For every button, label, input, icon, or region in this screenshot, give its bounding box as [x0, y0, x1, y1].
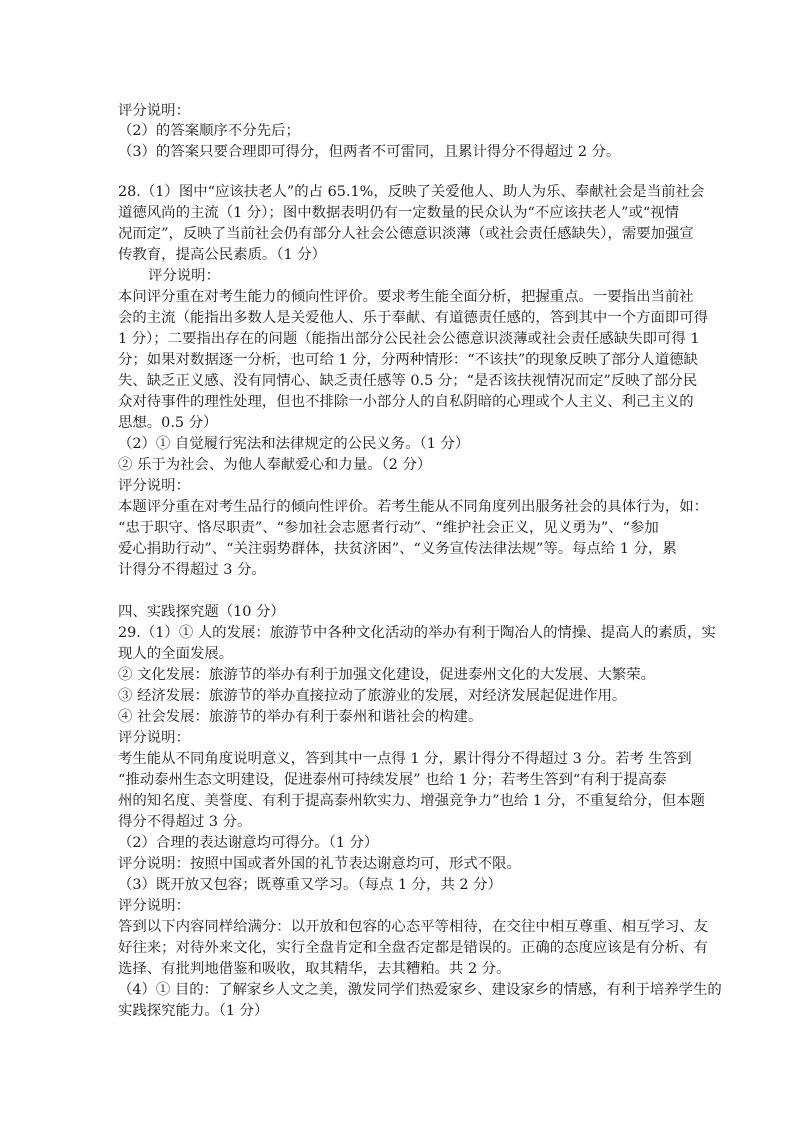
text-line: ② 乐于为社会、为他人奉献爱心和力量。（2 分）	[118, 457, 432, 473]
text-line: “忠于职守、恪尽职责”、“参加社会志愿者行动”、“维护社会正义，见义勇为”、“参加	[118, 520, 659, 536]
text-line: ④ 社会发展：旅游节的举办有利于泰州和谐社会的构建。	[118, 709, 483, 725]
text-line: 选择、有批判地借鉴和吸收，取其精华，去其糟粕。共 2 分。	[118, 961, 511, 977]
text-line: 州的知名度、美誉度、有利于提高泰州软实力、增强竞争力”也给 1 分，不重复给分，但本题	[118, 793, 705, 809]
text-line: 传教育，提高公民素质。（1 分）	[118, 247, 326, 263]
text-line: 28.（1）图中“应该扶老人”的占 65.1%，反映了关爱他人、助人为乐、奉献社会是当前社会	[118, 184, 705, 200]
text-line: ② 文化发展：旅游节的举办有利于加强文化建设，促进泰州文化的大发展、大繁荣。	[118, 667, 656, 683]
text-line: （2）的答案顺序不分先后；	[118, 123, 300, 139]
text-line: “推动泰州生态文明建设，促进泰州可持续发展” 也给 1 分；若考生答到“有利于提高泰	[118, 772, 667, 788]
text-line: （3）既开放又包容；既尊重又学习。（每点 1 分，共 2 分）	[118, 877, 502, 893]
text-line: 计得分不得超过 3 分。	[118, 562, 266, 578]
text-line: 实践探究能力。（1 分）	[118, 1003, 269, 1019]
text-line: 本题评分重在对考生品行的倾向性评价。若考生能从不同角度列出服务社会的具体行为，如：	[118, 499, 709, 515]
text-line: （2）合理的表达谢意均可得分。（1 分）	[118, 835, 379, 851]
text-line: 现人的全面发展。	[118, 646, 234, 662]
text-line: （2）① 自觉履行宪法和法律规定的公民义务。（1 分）	[118, 436, 470, 452]
text-line: 评分说明：	[118, 898, 190, 914]
text-line: （4）① 目的：了解家乡人文之美，激发同学们热爱家乡、建设家乡的情感，有利于培养学生的	[118, 982, 722, 998]
text-line: 1 分）；二要指出存在的问题（能指出部分公民社会公德意识淡薄或社会责任感缺失即可得 1	[118, 331, 700, 347]
text-line: 爱心捐助行动”、“关注弱势群体，扶贫济困”、“义务宣传法律法规”等。每点给 1 分，累	[118, 541, 677, 557]
text-line: 考生能从不同角度说明意义，答到其中一点得 1 分，累计得分不得超过 3 分。若考 生答到	[118, 751, 692, 767]
text-line: 答到以下内容同样给满分：以开放和包容的心态平等相待，在交往中相互尊重、相互学习、友	[118, 919, 709, 935]
text-line: 评分说明：按照中国或者外国的礼节表达谢意均可，形式不限。	[118, 856, 521, 872]
section-heading: 四、实践探究题（10 分）	[118, 604, 285, 620]
text-line: 失、缺乏正义感、没有同情心、缺乏责任感等 0.5 分；“是否该扶视情况而定”反映了部分民	[118, 373, 698, 389]
text-line: 好往来；对待外来文化，实行全盘肯定和全盘否定都是错误的。正确的态度应该是有分析、有	[118, 940, 709, 956]
text-line: 本问评分重在对考生能力的倾向性评价。要求考生能全面分析，把握重点。一要指出当前社	[118, 289, 694, 305]
text-line: 评分说明：	[118, 478, 190, 494]
text-line: 道德风尚的主流（1 分）；图中数据表明仍有一定数量的民众认为“不应该扶老人”或“视情	[118, 205, 680, 221]
text-line: 分；如果对数据逐一分析，也可给 1 分，分两种情形：“不该扶”的现象反映了部分人道德缺	[118, 352, 698, 368]
text-line: 况而定”，反映了当前社会仍有部分人社会公德意识淡薄（或社会责任感缺失），需要加强宣	[118, 226, 694, 242]
text-line: ③ 经济发展：旅游节的举办直接拉动了旅游业的发展，对经济发展起促进作用。	[118, 688, 627, 704]
text-line: 会的主流（能指出多数人是关爱他人、乐于奉献、有道德责任感的，答到其中一个方面即可得	[118, 310, 709, 326]
text-line: （3）的答案只要合理即可得分，但两者不可雷同，且累计得分不得超过 2 分。	[118, 144, 621, 160]
text-line: 众对待事件的理性处理，但也不排除一小部分人的自私阴暗的心理或个人主义、利己主义的	[118, 394, 694, 410]
text-line: 评分说明：	[118, 103, 190, 119]
text-line: 得分不得超过 3 分。	[118, 814, 252, 830]
text-line: 29.（1）① 人的发展：旅游节中各种文化活动的举办有利于陶冶人的情操、提高人的素质，实	[118, 625, 716, 641]
text-line: 评分说明：	[148, 268, 220, 284]
text-line: 思想。0.5 分）	[118, 415, 218, 431]
text-line: 评分说明：	[118, 730, 190, 746]
